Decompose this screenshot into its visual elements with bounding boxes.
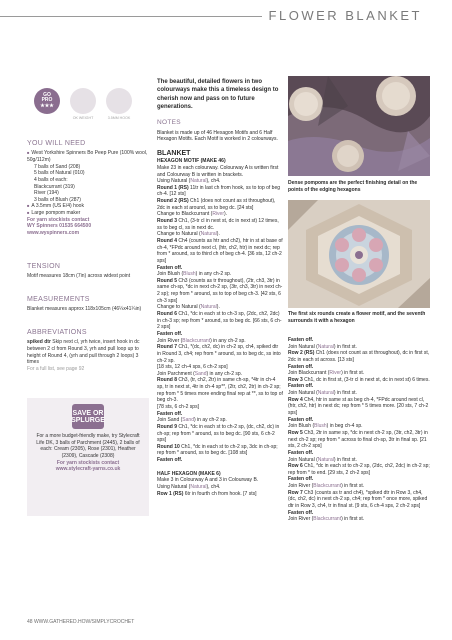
instruction-line: Round 5 Ch3 (counts as tr throughout), (2tr, ch3, 3tr) in same ch-sp, *dc in next ch-2 sp, (3tr, ch3, 3tr) in next ch-2 sp); rep from * around, ss to top of beg ch-3. [42 sts, 6 ch-3 sps] [157,277,283,304]
save-or-splurge-badge [72,404,104,429]
instruction-line: Round 8 Ch3, (tr, ch2, 2tr) in same ch-sp, *4tr in ch-4 sp, tr in next st, 4tr in ch-4 sp**, (2tr, ch2, 2tr) in ch-2 sp; rep from * 5 times more ending final rep at **, ss to top of beg ch-3. [157,377,283,404]
instruction-line: Change to Natural (Natural). [157,304,220,311]
pattern-column-middle [157,78,283,497]
instruction-line: Round 10 Ch1, *dc in each st to ch-2 sp, 3dc in ch-sp; rep from * around, ss to beg dc. [108 sts] [157,443,278,457]
swap-stockists-label: For yarn stockists contact [56,459,120,466]
instruction-line: Join River (Blackcurrant) in first st. [288,483,365,490]
instruction-line: Round 2 (RS) Ch1 (does not count as st throughout), 2dc in each st around, ss to beg dc. [24 sts] [157,198,276,211]
abbreviations-heading: ABBREVIATIONS [27,329,87,336]
instruction-line: Round 6 Ch1, *dc in each st to ch-3 sp, (2dc, ch2, 2dc) in ch-3 sp; rep from * around, ss to beg dc. [66 sts, 6 ch-2 sps] [157,311,282,331]
instruction-line: Fasten off. [157,457,183,464]
instruction-line: Join River (Blackcurrant) in first st. [288,516,365,523]
instruction-line: Join Natural (Natural) in first st. [288,456,357,463]
instruction-line: Using Natural (Natural), ch4. [157,484,221,491]
instruction-line: Round 3 Ch1, (3-tr cl in next st, dc in next st) 12 times, ss to beg cl, ss in next dc. [157,218,279,231]
instruction-line: Join Natural (Natural) in first st. [288,343,357,350]
instruction-line: Change to Natural (Natural). [157,231,220,238]
instruction-line: Fasten off. [288,449,314,456]
instruction-line: Change to Blackcurrant (River). [157,211,228,218]
instruction-line: Row 7 Ch3 (counts as tr and ch4), *spiked dtr in Row 3, ch4, (dc, ch2, dc) in next ch-2 sp, ch4; rep from * once more, spiked dtr in Row 3, ch4, tr in final st. [9 sts, 6 ch-4 sps, 2 ch-2 sps] [288,489,428,510]
stockists-name: WY Spinners 01535 664500 [27,223,92,230]
instruction-line: Fasten off. [157,410,183,417]
instruction-line: Fasten off. [157,330,183,337]
instruction-line: Fasten off. [288,337,314,343]
save-or-splurge-box [27,398,149,516]
notes-text: Blanket is made up of 46 Hexagon Motifs and 6 Half Hexagon Motifs. Each Motif is worked in 2 colourways. [157,129,278,143]
tension-section [27,262,149,280]
abbreviation-term: spiked dtr [27,339,51,346]
list-item: 4 balls of each: [34,176,68,183]
yarn-weight-icon [70,88,96,114]
hook-size-icon [106,88,132,114]
instruction-line: Round 4 Ch4 (counts as htr and ch2), htr in st at base of ch-4, *FPdc around next cl, (htr, ch2, htr) in next dc; rep from * around, ss to third ch of beg ch-4. [36 sts, 12 ch-2 sps] [157,237,283,264]
instruction-line: Row 4 Ch4, htr in same st as beg ch-4, *FPdc around next cl, (htr, ch2, htr) in next dc; rep from * 5 times more. [20 sts, 7 ch-2 sps] [288,396,429,417]
instruction-line: Fasten off. [288,476,314,483]
list-item: River (194) [34,190,59,197]
abbreviations-section [27,328,149,373]
motif-photo [288,200,430,308]
half-hexagon-heading: HALF HEXAGON (MAKE 6) [157,470,221,477]
instruction-line: Round 9 Ch1, *dc in each st to ch-2 sp, (dc, ch2, dc) in ch-sp; rep from * around, ss to beg dc. [90 sts, 6 ch-2 sps] [157,423,280,444]
you-will-need-heading: YOU WILL NEED [27,140,86,147]
list-item: 5 balls of Natural (010) [34,170,85,177]
stockists-web[interactable]: www.wyspinners.com [27,229,80,236]
instruction-line: Row 1 (RS) 6tr in fourth ch from hook. [7 sts] [157,490,257,497]
list-item: ■ A 3.5mm (US E/4) hook [27,203,149,210]
measurements-section [27,295,149,313]
instruction-line: Row 3 Ch1, dc in first st, (3-tr cl in next st, dc in next st) 6 times. [288,376,430,383]
instruction-line: Make 3 in Colourway A and 3 in Colourway B. [157,477,259,484]
header-rule [0,16,262,17]
intro-text: The beautiful, detailed flowers in two colourways make this a timeless design to cherish now and pass on to future generations. [157,79,279,110]
instruction-line: Join Blackcurrant (River) in first st. [288,370,365,377]
motif-image [288,200,430,308]
list-item: ■ West Yorkshire Spinners Bo Peep Pure (100% wool, 50g/112m) [27,150,149,163]
instruction-line: Join Blush (Blush) in any ch-2 sp. [157,271,232,278]
swap-badge-bottom: SPLURGE [71,416,105,424]
instruction-line: Row 5 Ch3, 2tr in same sp, *dc in next ch-2 sp, (3tr, ch2, 3tr) in next ch-2 sp; rep from * across to final ch-sp, 3tr in final sp. [21 sts, 2 ch-2 sps] [288,429,428,450]
you-will-need-section [27,139,149,237]
instruction-line: Join River (Blackcurrant) in any ch-2 sp. [157,337,246,344]
page-title: FLOWER BLANKET [268,8,422,23]
list-item: 3 balls of Blush (287) [34,196,81,203]
instruction-line: Row 6 Ch1, *dc in each st to ch-2 sp, (2dc, ch2, 2dc) in ch-2 sp; rep from * to end. [29 sts, 2 ch-2 sps] [288,463,430,476]
hexagon-heading: HEXAGON MOTIF (MAKE 46) [157,158,226,165]
badge-line2: PRO [41,97,53,104]
list-item: Blackcurrant (319) [34,183,75,190]
pompom-image [288,76,430,176]
instruction-line: [18 sts, 12 ch-4 sps, 6 ch-2 sps] [157,364,228,371]
instruction-line: Fasten off. [288,383,314,390]
swap-text: For a more budget-friendly make, try Stylecraft Life DK, 3 balls of Parchment (2445), 2 balls of each: Cream (2305), Rose (2301), Heather (2309), Cascade (2308) [36,433,140,459]
instruction-line: Fasten off. [288,416,314,423]
instruction-line: Row 2 (RS) Ch1 (does not count as st throughout), dc in first st, 2dc in each st across. [13 sts] [288,350,430,363]
swap-stockists-web[interactable]: www.stylecraft-yarns.co.uk [55,466,121,473]
motif-caption: The first six rounds create a flower motif, and the seventh surrounds it with a hexagon [288,311,426,324]
go-pro-badge [34,88,60,114]
instruction-line: Join Sand (Sand) in ay ch-2 sp. [157,417,227,424]
instruction-line: Make 23 in each colourway. Colourway A is written first and Colourway B is written in brackets. [157,164,279,178]
hexagon-instructions [157,165,283,464]
instruction-line: Fasten off. [288,363,314,370]
difficulty-badges [34,88,134,124]
list-item: 7 balls of Sand (208) [34,163,81,170]
pattern-column-right [288,337,430,523]
instruction-line: Round 7 Ch1, *(dc, ch2, dc) in ch-2 sp, ch4, spiked dtr in Round 3, ch4; rep from * around, ss to beg dc, ss into ch-2 sp. [157,344,281,364]
badge-line1: GO [43,92,51,99]
instruction-line: Join Parchment (Sand) in any ch-2 sp. [157,370,243,377]
tension-text: Motif measures 18cm (7in) across widest point [27,273,131,280]
abbreviation-note: For a full list, see page 92 [27,365,85,372]
page-footer: 48 WWW.GATHERED.HOW/SIMPLYCROCHET [27,619,135,625]
abbreviation-text: Skip next cl, yrh twice, insert hook in dc between 2 cl from Round 3, yrh and pull loop up to height of Round 4, (yrh and pull through 2 loops) 3 times [27,339,140,366]
pompom-photo [288,76,430,176]
stockists-label: For yarn stockists contact [27,216,90,223]
hook-caption: 3.5MM HOOK [107,116,131,120]
instruction-line: Fasten off. [288,509,314,516]
instruction-line: Round 1 (RS) 11tr in last ch from hook, ss to top of beg ch-4. [12 sts] [157,184,281,198]
swap-badge-top: SAVE OR [72,409,104,417]
instruction-line: Using Natural (Natural), ch4. [157,178,221,185]
abbreviation-entry [27,339,149,366]
half-hexagon-rows [288,337,430,523]
measurements-text: Blanket measures approx 118x105cm (46¼x41¼in) [27,306,142,313]
measurements-heading: MEASUREMENTS [27,296,90,303]
instruction-line: Join Blush (Blush) in beg ch-4 sp. [288,423,363,430]
instruction-line: [78 sts, 6 ch-2 sps] [157,403,199,410]
half-hexagon-instructions [157,477,283,497]
weight-caption: OK WEIGHT [72,116,94,120]
instruction-line: Fasten off. [157,264,183,271]
tension-heading: TENSION [27,263,61,270]
pompom-caption: Dense pompoms are the perfect finishing detail on the points of the edging hexagons [288,180,418,193]
blanket-heading: BLANKET [157,149,191,157]
list-item: ■ Large pompom maker [27,210,149,217]
instruction-line: Join Natural (Natural) in first st. [288,390,357,397]
badge-stars: ★★★ [40,102,54,109]
notes-heading: NOTES [157,119,181,127]
